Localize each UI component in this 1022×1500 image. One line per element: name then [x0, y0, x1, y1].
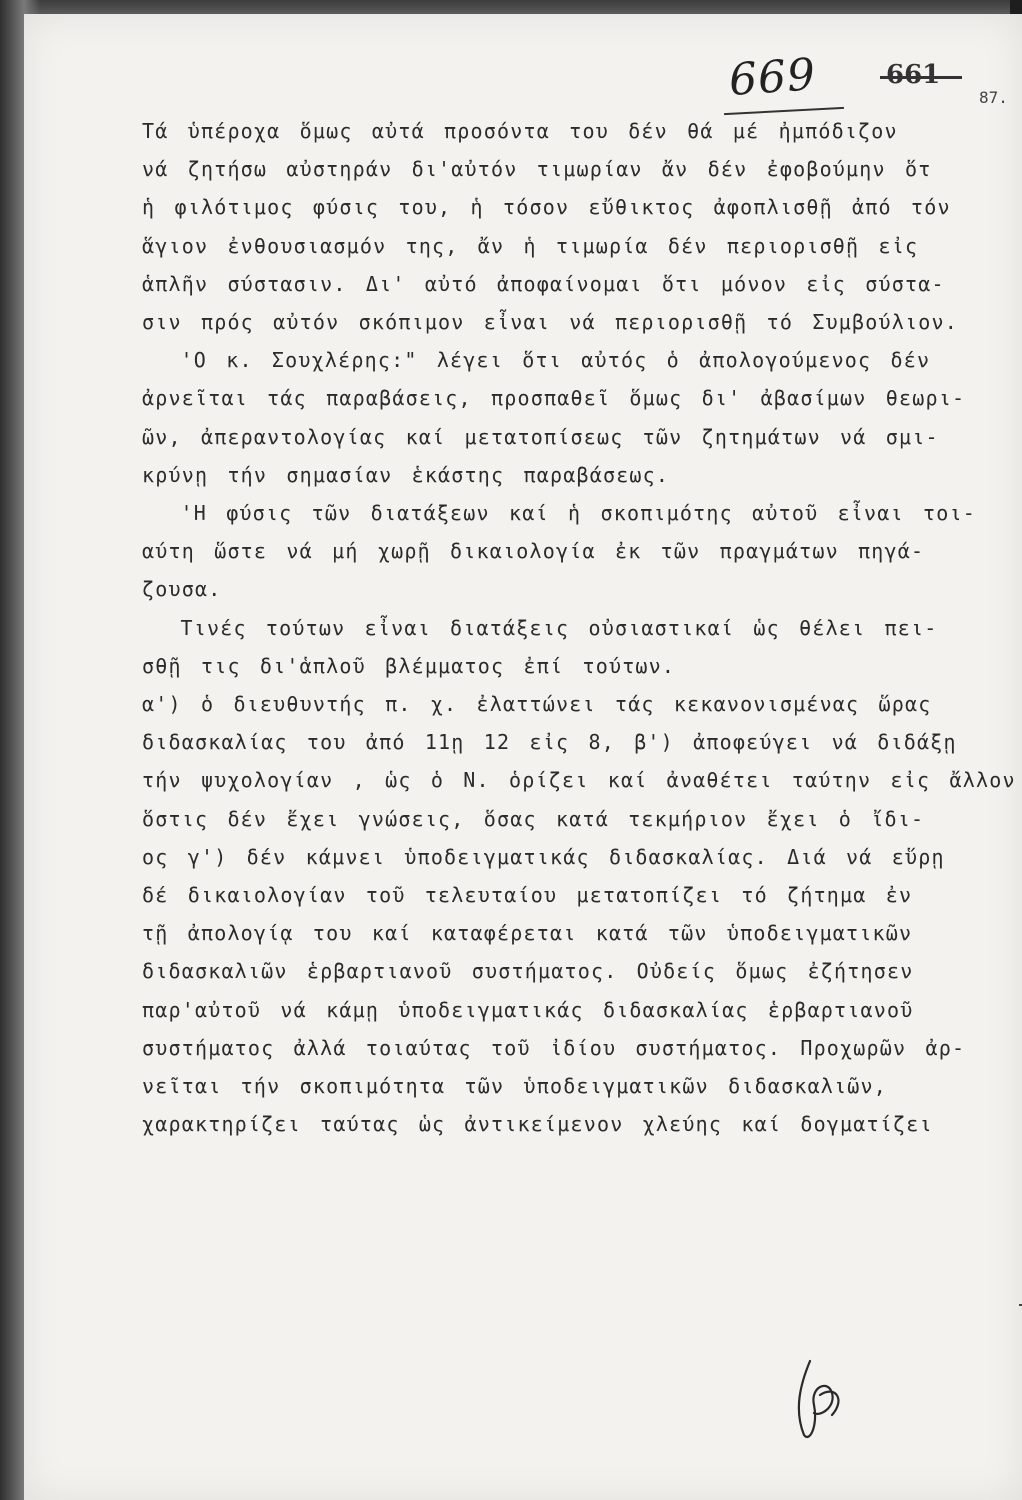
text-line: τήν ψυχολογίαν , ὡς ὁ Ν. ὁρίζει καί ἀναθέτει ταύτην εἰς ἄλλον	[142, 768, 1016, 793]
text-line: ῶν, ἀπεραντολογίας καί μετατοπίσεως τῶν ζητημάτων νά σμι-	[142, 424, 939, 449]
text-line: τῇ ἀπολογίᾳ του καί καταφέρεται κατά τῶν ὑποδειγματικῶν	[142, 921, 913, 946]
text-line: δέ δικαιολογίαν τοῦ τελευταίου μετατοπίζει τό ζήτημα ἐν	[142, 883, 913, 908]
text-line: συστήματος ἀλλά τοιαύτας τοῦ ἰδίου συστήματος. Προχωρῶν ἀρ-	[142, 1035, 966, 1060]
text-line: χαρακτηρίζει ταύτας ὡς ἀντικείμενον χλεύης καί δογματίζει	[142, 1112, 933, 1137]
text-line: αύτη ὥστε νά μή χωρῇ δικαιολογία ἐκ τῶν πραγμάτων πηγά-	[142, 539, 925, 564]
strike-through-mark	[880, 76, 962, 79]
text-line: διδασκαλιῶν ἑρβαρτιανοῦ συστήματος. Οὐδείς ὅμως ἐζήτησεν	[142, 959, 914, 984]
text-line: νά ζητήσω αὐστηράν δι'αὐτόν τιμωρίαν ἄν δέν ἐφοβούμην ὅτ	[142, 157, 932, 182]
text-line: α') ὁ διευθυντής π. χ. ἐλαττώνει τάς κεκανονισμένας ὥρας	[142, 692, 932, 717]
handwritten-page-number: 669	[727, 49, 818, 106]
struck-old-page-number: 661	[886, 60, 941, 90]
text-line: ἀρνεῖται τάς παραβάσεις, προσπαθεῖ ὅμως δι' ἀβασίμων θεωρι-	[142, 386, 966, 411]
text-line: ἅγιον ἐνθουσιασμόν της, ἄν ἡ τιμωρία δέν περιορισθῇ εἰς	[142, 233, 919, 258]
text-line: νεῖται τήν σκοπιμότητα τῶν ὑποδειγματικῶν διδασκαλιῶν,	[142, 1074, 888, 1099]
handwritten-signature	[780, 1355, 860, 1445]
text-line: Τά ὑπέροχα ὅμως αὐτά προσόντα του δέν θά μέ ἠμπόδιζον	[142, 119, 898, 143]
text-line: σιν πρός αὐτόν σκόπιμον εἶναι νά περιορισθῇ τό Συμβούλιον.	[142, 310, 958, 335]
text-line: 'Η φύσις τῶν διατάξεων καί ἡ σκοπιμότης αὐτοῦ εἶναι τοι-	[142, 501, 976, 526]
text-line: Τινές τούτων εἶναι διατάξεις οὐσιαστικαί ὡς θέλει πει-	[142, 615, 938, 640]
typed-page-number: 87.	[979, 88, 1008, 107]
text-line: ζουσα.	[142, 577, 222, 602]
text-line: σθῇ τις δι'ἁπλοῦ βλέμματος ἐπί τούτων.	[142, 653, 676, 678]
text-line: διδασκαλίας του ἀπό 11ῃ 12 εἰς 8, β') ἀποφεύγει νά διδάξῃ	[142, 730, 957, 755]
text-line: 'Ο κ. Σουχλέρης:" λέγει ὅτι αὐτός ὁ ἀπολογούμενος δέν	[142, 348, 931, 373]
text-line: ος γ') δέν κάμνει ὑποδειγματικάς διδασκαλίας. Διά νά εὕρῃ	[142, 844, 945, 869]
text-line: ἁπλῆν σύστασιν. Δι' αὐτό ἀποφαίνομαι ὅτι μόνον εἰς σύστα-	[142, 271, 945, 296]
text-line: ἡ φιλότιμος φύσις του, ἡ τόσον εὔθικτος ἀφοπλισθῇ ἀπό τόν	[142, 195, 951, 220]
typewritten-body	[142, 112, 1022, 1143]
text-line: κρύνῃ τήν σημασίαν ἑκάστης παραβάσεως.	[142, 462, 670, 487]
text-line: παρ'αὐτοῦ νά κάμῃ ὑποδειγματικάς διδασκαλίας ἑρβαρτιανοῦ	[142, 997, 914, 1022]
text-line: ὅστις δέν ἔχει γνώσεις, ὅσας κατά τεκμήριον ἔχει ὁ ἴδι-	[142, 806, 925, 831]
